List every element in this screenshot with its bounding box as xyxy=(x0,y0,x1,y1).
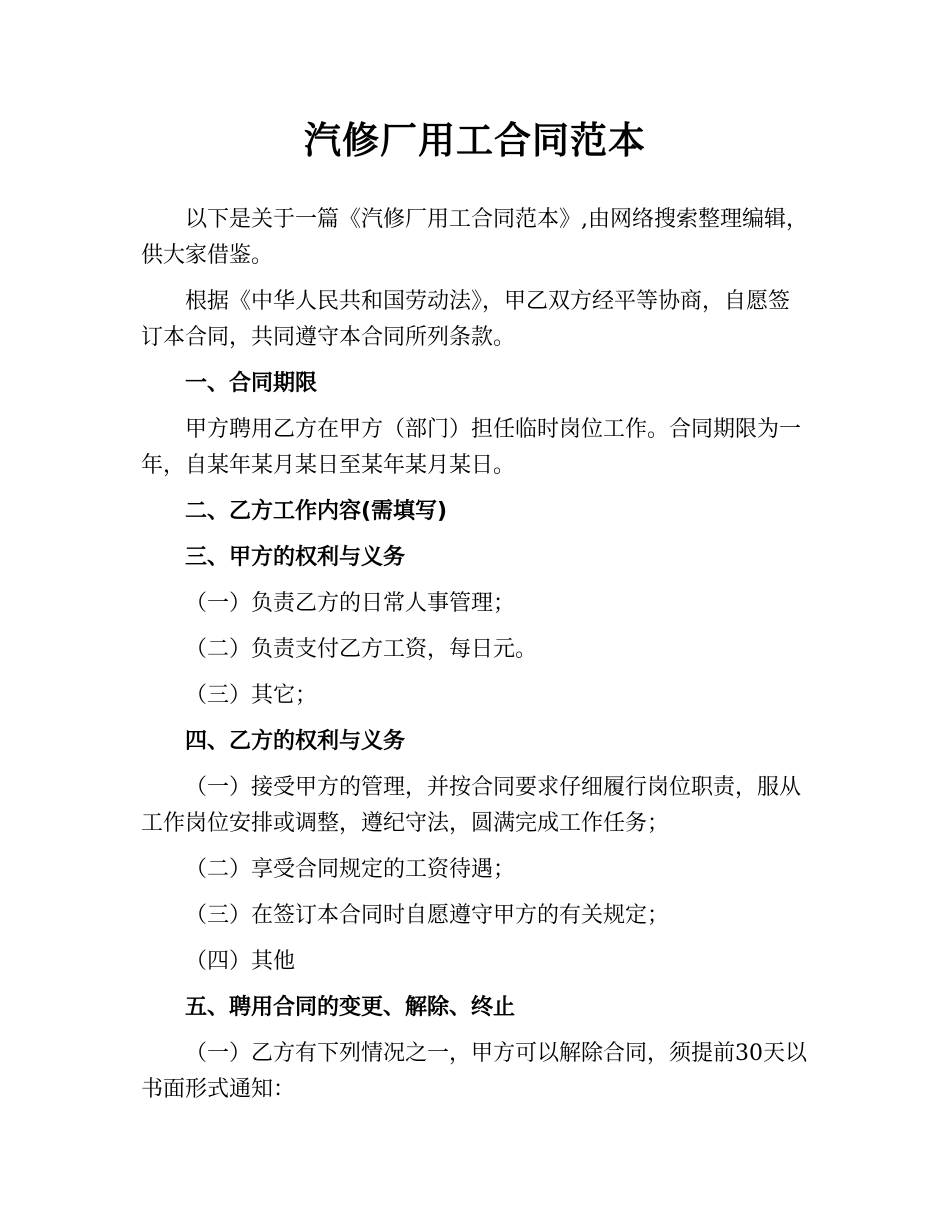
section-paragraph: 甲方聘用乙方在甲方（部门）担任临时岗位工作。合同期限为一年，自某年某月某日至某年某月某日。 xyxy=(141,417,802,478)
section-item: （三）其它； xyxy=(185,683,318,708)
section-heading: 三、甲方的权利与义务 xyxy=(185,545,406,570)
intro-paragraph: 以下是关于一篇《汽修厂用工合同范本》,由网络搜索整理编辑，供大家借鉴。 xyxy=(141,207,808,268)
section-heading: 四、乙方的权利与义务 xyxy=(185,729,406,754)
section-heading: 五、聘用合同的变更、解除、终止 xyxy=(185,995,516,1020)
section-item: （一）接受甲方的管理，并按合同要求仔细履行岗位职责，服从工作岗位安排或调整，遵纪守法，圆满完成工作任务； xyxy=(141,775,802,836)
preamble-paragraph: 根据《中华人民共和国劳动法》，甲乙双方经平等协商，自愿签订本合同，共同遵守本合同所列条款。 xyxy=(141,289,791,350)
section-item: （三）在签订本合同时自愿遵守甲方的有关规定； xyxy=(185,903,670,928)
section-work-content xyxy=(141,494,809,530)
section-term xyxy=(141,366,809,484)
section-contract-change xyxy=(141,990,809,1108)
document-body xyxy=(141,202,809,1118)
section-party-b-rights xyxy=(141,724,809,980)
section-item: （二）享受合同规定的工资待遇； xyxy=(185,857,516,882)
section-party-a-rights xyxy=(141,540,809,714)
section-heading: 一、合同期限 xyxy=(185,371,318,396)
section-item: （二）负责支付乙方工资，每日元。 xyxy=(185,637,538,662)
section-item: （四）其他 xyxy=(185,949,296,974)
section-heading: 二、乙方工作内容(需填写) xyxy=(185,499,448,524)
section-item: （一）乙方有下列情况之一，甲方可以解除合同，须提前30天以书面形式通知： xyxy=(141,1041,807,1102)
section-item: （一）负责乙方的日常人事管理； xyxy=(185,591,516,616)
document-title: 汽修厂用工合同范本 xyxy=(304,119,646,162)
